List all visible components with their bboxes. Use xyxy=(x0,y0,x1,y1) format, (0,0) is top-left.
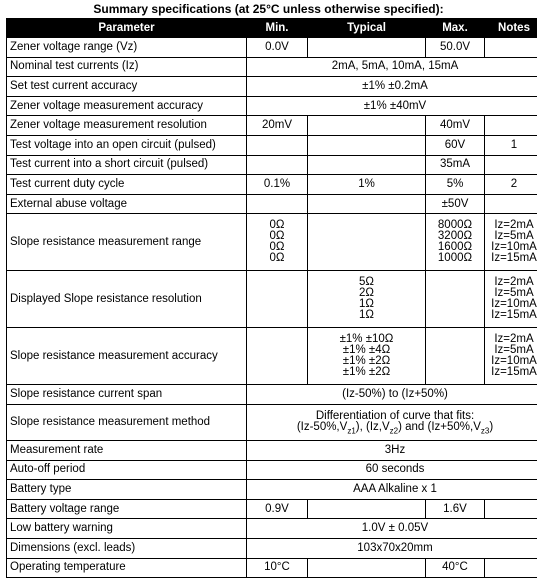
min-cell xyxy=(247,271,308,328)
notes-cell xyxy=(485,558,537,578)
min-value: 0Ω xyxy=(269,241,285,254)
note-value: Iz=2mA xyxy=(494,276,534,289)
min-cell xyxy=(247,135,308,155)
param-cell: Zener voltage measurement resolution xyxy=(7,116,247,136)
span-cell: 1.0V ± 0.05V xyxy=(247,519,537,539)
typ-cell: 1% xyxy=(308,175,426,195)
param-cell: Battery voltage range xyxy=(7,499,247,519)
param-cell: Slope resistance measurement accuracy xyxy=(7,328,247,385)
note-value: Iz=10mA xyxy=(491,355,537,368)
table-row xyxy=(7,519,537,539)
span-cell: 3Hz xyxy=(247,440,537,460)
param-cell: Set test current accuracy xyxy=(7,77,247,97)
typ-value: ±1% ±4Ω xyxy=(342,344,391,357)
notes-cell xyxy=(485,271,537,328)
span-cell: 60 seconds xyxy=(247,460,537,480)
note-value: Iz=5mA xyxy=(494,287,534,300)
table-row xyxy=(7,96,537,116)
max-value: 8000Ω xyxy=(437,219,473,232)
table-row xyxy=(7,385,537,405)
min-cell xyxy=(247,194,308,214)
max-cell xyxy=(426,214,485,271)
typ-cell xyxy=(308,116,426,136)
min-cell: 0.9V xyxy=(247,499,308,519)
param-cell: Operating temperature xyxy=(7,558,247,578)
table-row xyxy=(7,194,537,214)
param-cell: Test current duty cycle xyxy=(7,175,247,195)
typ-cell xyxy=(308,328,426,385)
table-row xyxy=(7,135,537,155)
header-typical: Typical xyxy=(308,19,426,38)
typ-cell xyxy=(308,214,426,271)
notes-cell: 1 xyxy=(485,135,537,155)
typ-value: ±1% ±2Ω xyxy=(342,355,391,368)
param-cell: External abuse voltage xyxy=(7,194,247,214)
table-row xyxy=(7,558,537,578)
max-cell: 40mV xyxy=(426,116,485,136)
table-row xyxy=(7,214,537,271)
param-cell: Battery type xyxy=(7,480,247,500)
typ-cell xyxy=(308,194,426,214)
note-value: Iz=10mA xyxy=(491,298,537,311)
param-cell: Zener voltage measurement accuracy xyxy=(7,96,247,116)
max-cell: 35mA xyxy=(426,155,485,175)
notes-cell xyxy=(485,38,537,58)
span-cell: (Iz-50%) to (Iz+50%) xyxy=(247,385,537,405)
note-value: Iz=5mA xyxy=(494,230,534,243)
typ-cell xyxy=(308,499,426,519)
table-row xyxy=(7,480,537,500)
specifications-table xyxy=(6,18,537,578)
note-value: Iz=10mA xyxy=(491,241,537,254)
span-cell: ±1% ±40mV xyxy=(247,96,537,116)
typ-cell xyxy=(308,155,426,175)
notes-cell xyxy=(485,214,537,271)
table-row xyxy=(7,460,537,480)
typ-cell xyxy=(308,271,426,328)
table-row xyxy=(7,440,537,460)
param-cell: Dimensions (excl. leads) xyxy=(7,538,247,558)
note-value: Iz=2mA xyxy=(494,333,534,346)
note-value: Iz=15mA xyxy=(491,252,537,265)
table-row xyxy=(7,404,537,440)
notes-cell xyxy=(485,194,537,214)
header-parameter: Parameter xyxy=(7,19,247,38)
min-cell xyxy=(247,214,308,271)
typ-cell xyxy=(308,38,426,58)
span-cell: AAA Alkaline x 1 xyxy=(247,480,537,500)
note-value: Iz=5mA xyxy=(494,344,534,357)
notes-cell xyxy=(485,328,537,385)
param-cell: Displayed Slope resistance resolution xyxy=(7,271,247,328)
max-value: 3200Ω xyxy=(437,230,473,243)
max-cell: 1.6V xyxy=(426,499,485,519)
max-cell: 50.0V xyxy=(426,38,485,58)
table-row xyxy=(7,271,537,328)
typ-cell xyxy=(308,135,426,155)
typ-value: 5Ω xyxy=(359,276,374,289)
param-cell: Slope resistance measurement range xyxy=(7,214,247,271)
note-value: Iz=15mA xyxy=(491,309,537,322)
header-max: Max. xyxy=(426,19,485,38)
param-cell: Test current into a short circuit (pulsed) xyxy=(7,155,247,175)
param-cell: Slope resistance measurement method xyxy=(7,404,247,440)
span-cell xyxy=(247,404,537,440)
span-cell: 103x70x20mm xyxy=(247,538,537,558)
notes-cell xyxy=(485,155,537,175)
param-cell: Slope resistance current span xyxy=(7,385,247,405)
method-line-1: Differentiation of curve that fits: xyxy=(315,410,475,423)
param-cell: Zener voltage range (Vz) xyxy=(7,38,247,58)
max-cell xyxy=(426,328,485,385)
typ-value: 1Ω xyxy=(359,298,374,311)
max-cell xyxy=(426,271,485,328)
table-row xyxy=(7,155,537,175)
min-cell: 0.1% xyxy=(247,175,308,195)
min-cell: 10°C xyxy=(247,558,308,578)
max-value: 1600Ω xyxy=(437,241,473,254)
table-row xyxy=(7,175,537,195)
max-cell: ±50V xyxy=(426,194,485,214)
note-value: Iz=15mA xyxy=(491,366,537,379)
min-value: 0Ω xyxy=(269,219,285,232)
table-row xyxy=(7,328,537,385)
table-title: Summary specifications (at 25°C unless otherwise specified): xyxy=(93,2,444,16)
param-cell: Measurement rate xyxy=(7,440,247,460)
table-row xyxy=(7,77,537,97)
note-value: Iz=2mA xyxy=(494,219,534,232)
min-value: 0Ω xyxy=(269,252,285,265)
table-row xyxy=(7,57,537,77)
table-row xyxy=(7,116,537,136)
max-value: 1000Ω xyxy=(437,252,473,265)
typ-value: ±1% ±2Ω xyxy=(342,366,391,379)
max-cell: 5% xyxy=(426,175,485,195)
header-notes: Notes xyxy=(485,19,537,38)
min-cell: 0.0V xyxy=(247,38,308,58)
min-cell xyxy=(247,328,308,385)
table-row xyxy=(7,38,537,58)
header-min: Min. xyxy=(247,19,308,38)
param-cell: Test voltage into an open circuit (pulsed) xyxy=(7,135,247,155)
table-row xyxy=(7,499,537,519)
param-cell: Low battery warning xyxy=(7,519,247,539)
span-cell: 2mA, 5mA, 10mA, 15mA xyxy=(247,57,537,77)
typ-value: 2Ω xyxy=(359,287,374,300)
typ-value: ±1% ±10Ω xyxy=(339,333,394,346)
notes-cell xyxy=(485,499,537,519)
span-cell: ±1% ±0.2mA xyxy=(247,77,537,97)
notes-cell xyxy=(485,116,537,136)
param-cell: Nominal test currents (Iz) xyxy=(7,57,247,77)
typ-value: 1Ω xyxy=(359,309,374,322)
min-cell xyxy=(247,155,308,175)
notes-cell: 2 xyxy=(485,175,537,195)
max-cell: 60V xyxy=(426,135,485,155)
table-row xyxy=(7,538,537,558)
method-line-2: $(Iz-50\%,V_{z1})$, $(Iz,V_{z2})$ and $(Iz+50\%,V_{z3})$ xyxy=(296,421,494,436)
min-cell: 20mV xyxy=(247,116,308,136)
param-cell: Auto-off period xyxy=(7,460,247,480)
min-value: 0Ω xyxy=(269,230,285,243)
max-cell: 40°C xyxy=(426,558,485,578)
typ-cell xyxy=(308,558,426,578)
header-row xyxy=(7,19,537,38)
